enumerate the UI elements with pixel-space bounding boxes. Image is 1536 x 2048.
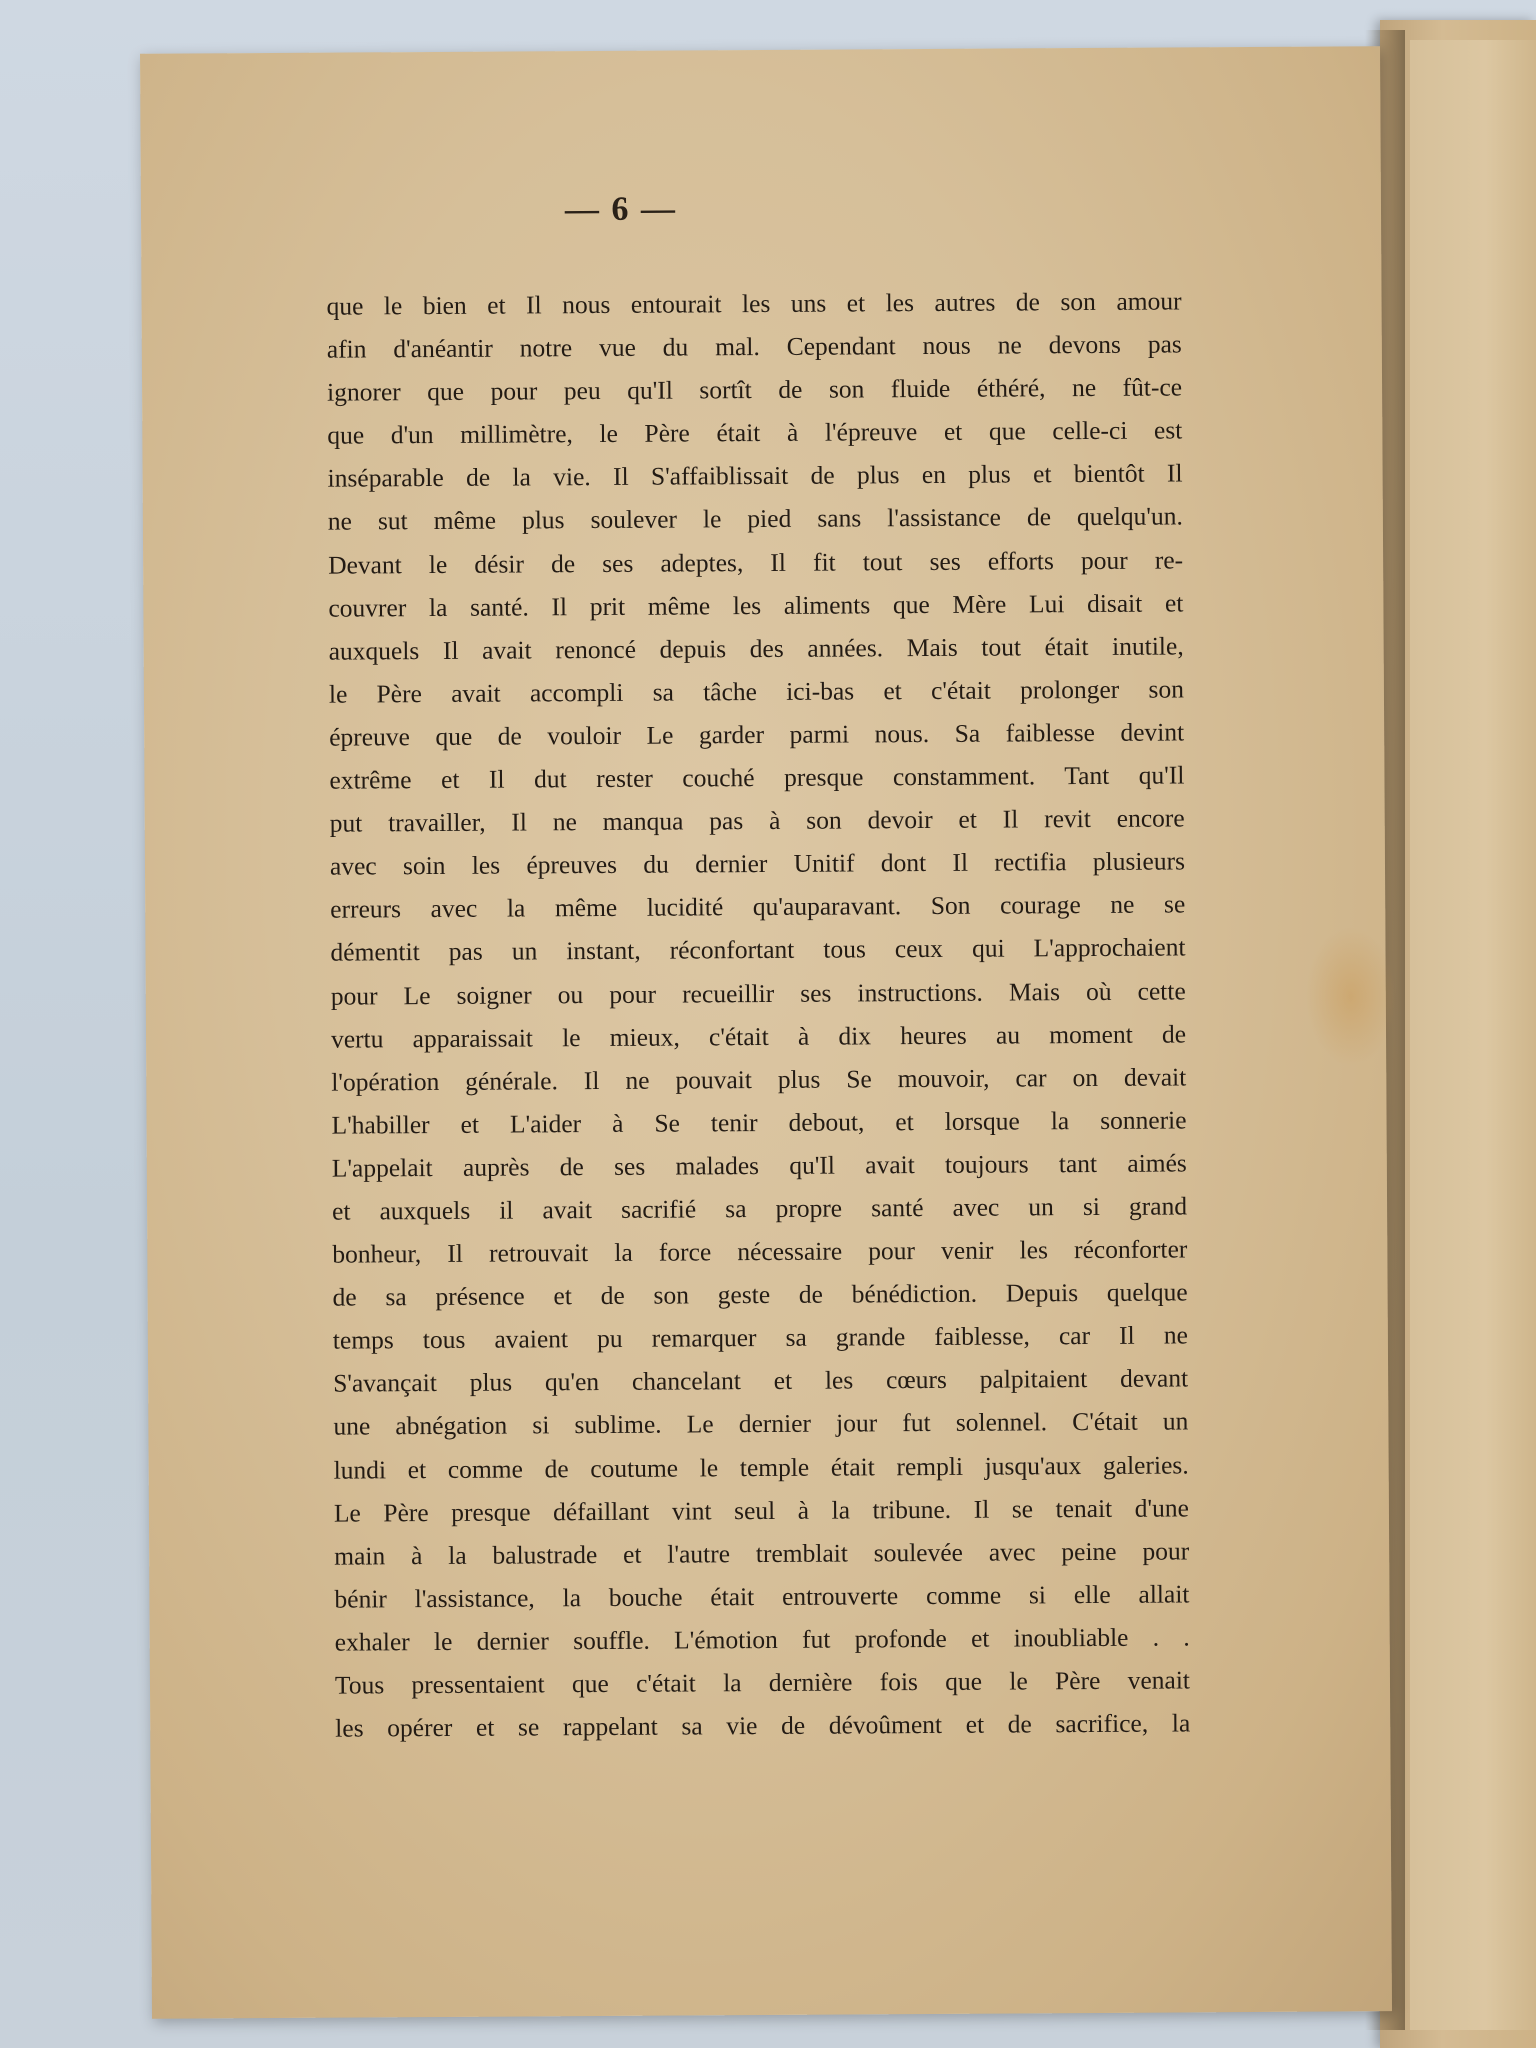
- text-line: ne sut même plus soulever le pied sans l'assistance de quelqu'un.: [327, 501, 1183, 537]
- text-line: auxquels Il avait renoncé depuis des années. Mais tout était inutile,: [328, 631, 1184, 666]
- text-line: une abnégation si sublime. Le dernier jour fut solennel. C'était un: [333, 1406, 1189, 1442]
- text-line: lundi et comme de coutume le temple était rempli jusqu'aux galeries.: [333, 1449, 1189, 1485]
- text-line: démentit pas un instant, réconfortant tous ceux qui L'approchaient: [330, 932, 1186, 968]
- text-line: que d'un millimètre, le Père était à l'épreuve et que celle-ci est: [327, 415, 1183, 450]
- text-line: L'appelait auprès de ses malades qu'Il avait toujours tant aimés: [331, 1148, 1187, 1183]
- text-line: L'habiller et L'aider à Se tenir debout, et lorsque la sonnerie: [331, 1105, 1187, 1140]
- text-line: que le bien et Il nous entourait les uns et les autres de son amour: [326, 286, 1182, 321]
- text-line: inséparable de la vie. Il S'affaiblissait de plus en plus et bientôt Il: [327, 458, 1183, 494]
- text-line: ignorer que pour peu qu'Il sortît de son fluide éthéré, ne fût-ce: [326, 372, 1183, 407]
- text-line: avec soin les épreuves du dernier Unitif dont Il rectifia plusieurs: [329, 846, 1186, 881]
- text-line: temps tous avaient pu remarquer sa grande faiblesse, car Il ne: [332, 1320, 1188, 1355]
- text-line: pour Le soigner ou pour recueillir ses instructions. Mais où cette: [330, 975, 1186, 1011]
- text-line: put travailler, Il ne manqua pas à son devoir et Il revit encore: [329, 803, 1185, 838]
- text-line: et auxquels il avait sacrifié sa propre santé avec un si grand: [331, 1191, 1188, 1226]
- paper-stain: [1305, 926, 1396, 1067]
- text-line: bénir l'assistance, la bouche était entrouverte comme si elle allait: [334, 1579, 1190, 1614]
- text-line: Devant le désir de ses adeptes, Il fit tout ses efforts pour re-: [328, 544, 1184, 580]
- text-line: de sa présence et de son geste de bénédiction. Depuis quelque: [332, 1277, 1188, 1312]
- text-line: vertu apparaissait le mieux, c'était à dix heures au moment de: [330, 1019, 1187, 1054]
- text-line: épreuve que de vouloir Le garder parmi nous. Sa faiblesse devint: [329, 717, 1185, 752]
- text-line: Tous pressentaient que c'était la dernière fois que le Père venait: [334, 1665, 1191, 1700]
- text-line: afin d'anéantir notre vue du mal. Cependant nous ne devons pas: [326, 329, 1182, 364]
- text-line: l'opération générale. Il ne pouvait plus Se mouvoir, car on devait: [331, 1062, 1187, 1097]
- text-line: exhaler le dernier souffle. L'émotion fut profonde et inoubliable . .: [334, 1622, 1190, 1657]
- text-line: le Père avait accompli sa tâche ici-bas et c'était prolonger son: [328, 674, 1184, 709]
- text-line: Le Père presque défaillant vint seul à la tribune. Il se tenait d'une: [333, 1493, 1190, 1528]
- text-line: main à la balustrade et l'autre tremblait soulevée avec peine pour: [334, 1536, 1190, 1571]
- adjacent-page-edge: [1410, 40, 1536, 2030]
- text-line: extrême et Il dut rester couché presque constamment. Tant qu'Il: [329, 760, 1185, 795]
- text-line: les opérer et se rappelant sa vie de dévoûment et de sacrifice, la: [335, 1708, 1191, 1743]
- text-line: S'avançait plus qu'en chancelant et les cœurs palpitaient devant: [333, 1363, 1189, 1398]
- text-line: bonheur, Il retrouvait la force nécessaire pour venir les réconforter: [332, 1234, 1188, 1269]
- text-line: erreurs avec la même lucidité qu'auparavant. Son courage ne se: [330, 889, 1186, 924]
- document-page: [140, 46, 1392, 2019]
- page-number: — 6 —: [564, 190, 678, 229]
- body-text: [326, 279, 1190, 1749]
- text-line: couvrer la santé. Il prit même les aliments que Mère Lui disait et: [328, 588, 1184, 623]
